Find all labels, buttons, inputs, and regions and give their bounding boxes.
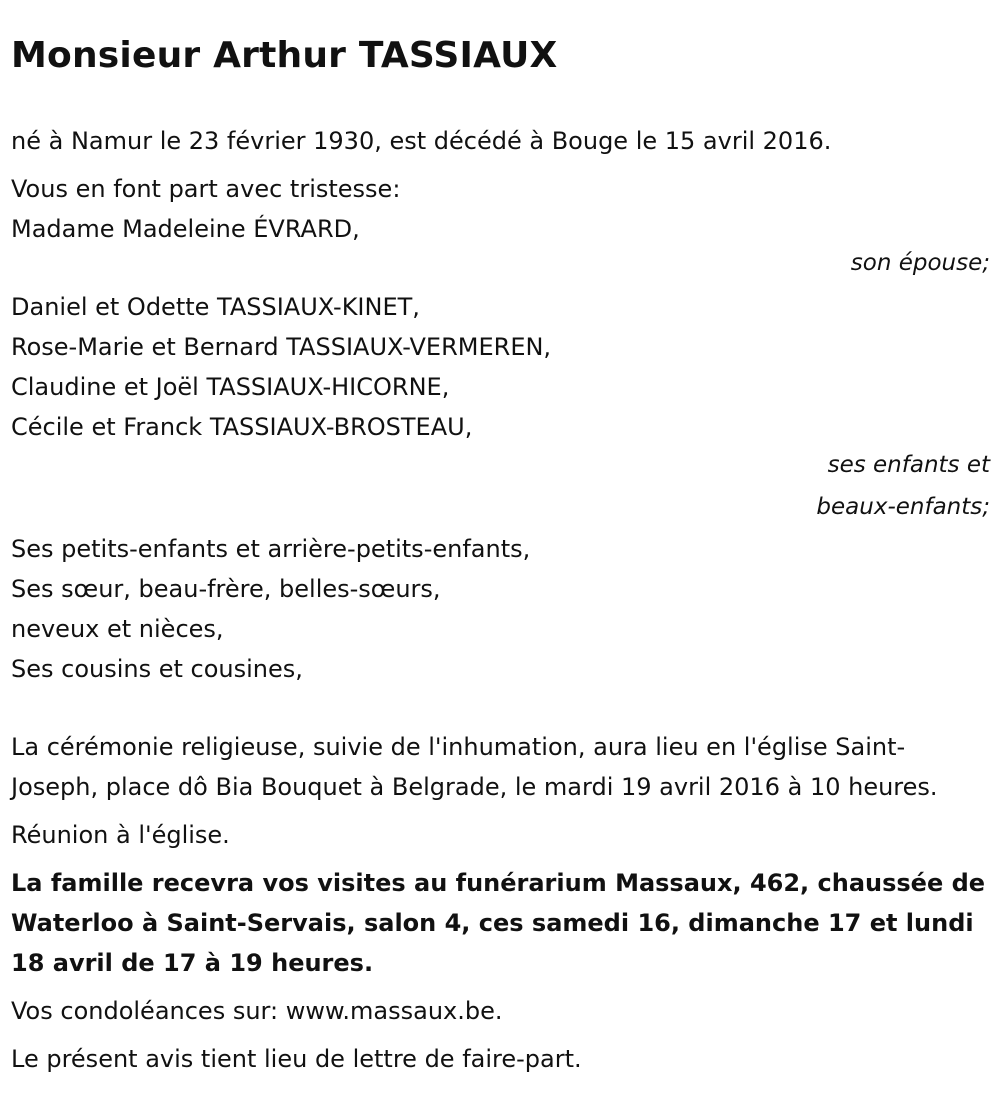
children-role-line1: ses enfants et (827, 452, 990, 478)
birth-death-statement: né à Namur le 23 février 1930, est décédé à Bouge le 15 avril 2016. (11, 127, 832, 155)
spouse-name: Madame Madeleine ÉVRARD, (11, 215, 360, 243)
visits-details: La famille recevra vos visites au funérarium Massaux, 462, chaussée de Waterloo à Saint-Servais, salon 4, ces samedi 16, dimanche 17 et lundi 18 avril de 17 à 19 heures. (11, 869, 986, 977)
announcement-intro: Vous en font part avec tristesse: (11, 175, 401, 203)
child-couple: Cécile et Franck TASSIAUX-BROSTEAU, (11, 413, 473, 441)
closing-line: Le présent avis tient lieu de lettre de faire-part. (11, 1045, 582, 1073)
child-couple: Daniel et Odette TASSIAUX-KINET, (11, 293, 420, 321)
children-role-line2: beaux-enfants; (816, 494, 990, 520)
child-couple: Claudine et Joël TASSIAUX-HICORNE, (11, 373, 450, 401)
family-line: neveux et nièces, (11, 615, 224, 643)
deceased-name: Monsieur Arthur TASSIAUX (11, 35, 558, 76)
child-couple: Rose-Marie et Bernard TASSIAUX-VERMEREN, (11, 333, 552, 361)
reunion-note: Réunion à l'église. (11, 821, 230, 849)
family-line: Ses cousins et cousines, (11, 655, 303, 683)
family-line: Ses petits-enfants et arrière-petits-enfants, (11, 535, 531, 563)
condolences-line: Vos condoléances sur: www.massaux.be. (11, 997, 503, 1025)
family-line: Ses sœur, beau-frère, belles-sœurs, (11, 575, 441, 603)
ceremony-details: La cérémonie religieuse, suivie de l'inhumation, aura lieu en l'église Saint-Joseph, place dô Bia Bouquet à Belgrade, le mardi 19 avril 2016 à 10 heures. (11, 733, 938, 801)
extended-family-list (11, 529, 990, 689)
spouse-role: son épouse; (850, 250, 990, 276)
children-list (11, 287, 990, 447)
